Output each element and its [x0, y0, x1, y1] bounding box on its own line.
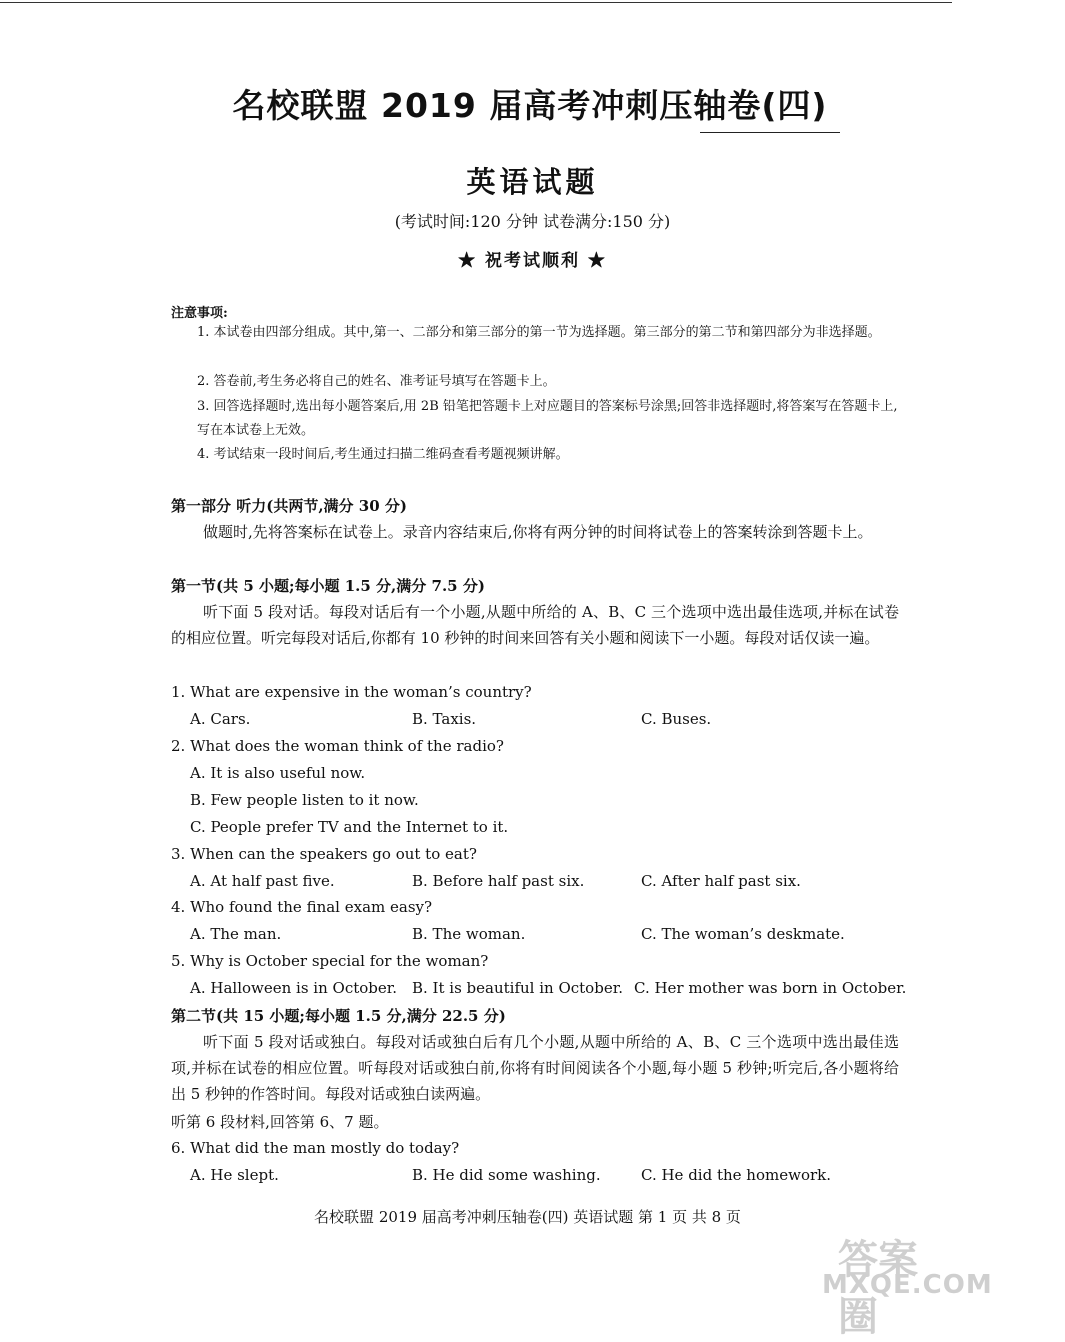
note-item: [171, 395, 899, 443]
note-text: 4. 考试结束一段时间后,考生通过扫描二维码查看考题视频讲解。: [197, 447, 569, 462]
option-b: B. The woman.: [412, 925, 526, 943]
notes-title: 注意事项:: [171, 306, 228, 321]
part1-heading: 第一部分 听力(共两节,满分 30 分): [171, 497, 407, 515]
question-stem: 3. When can the speakers go out to eat?: [171, 845, 477, 863]
good-luck-line: ★ 祝考试顺利 ★: [458, 251, 607, 271]
page-footer: 名校联盟 2019 届高考冲刺压轴卷(四) 英语试题 第 1 页 共 8 页: [314, 1208, 741, 1226]
title-underline: [700, 132, 840, 133]
option-c: C. The woman’s deskmate.: [641, 925, 845, 943]
section2-intro: 听下面 5 段对话或独白。每段对话或独白后有几个小题,从题中所给的 A、B、C 三个选项中选出最佳选项,并标在试卷的相应位置。听每段对话或独白前,你将有时间阅读各个小题,每小题 5 秒钟;听完后,各小题将给出 5 秒钟的作答时间。每段对话或独白读两遍。: [171, 1033, 899, 1103]
note-item: [171, 443, 899, 467]
note-item: [171, 370, 899, 394]
option-a: A. At half past five.: [190, 872, 335, 890]
watermark-logo: 答案圈: [838, 1237, 918, 1340]
option-c: C. After half past six.: [641, 872, 801, 890]
option-b: B. Before half past six.: [412, 872, 585, 890]
note-text: 1. 本试卷由四部分组成。其中,第一、二部分和第三部分的第一节为选择题。第三部分的第二节和第四部分为非选择题。: [197, 325, 881, 340]
exam-title: 名校联盟 2019 届高考冲刺压轴卷(四): [232, 86, 828, 125]
note-text: 3. 回答选择题时,选出每小题答案后,用 2B 铅笔把答题卡上对应题目的答案标号涂黑;回答非选择题时,将答案写在答题卡上,写在本试卷上无效。: [197, 399, 898, 438]
option-a: A. Halloween is in October.: [190, 979, 398, 997]
option-c: C. He did the homework.: [641, 1166, 831, 1184]
option-c: C. People prefer TV and the Internet to it.: [190, 818, 509, 836]
material-note: 听第 6 段材料,回答第 6、7 题。: [171, 1113, 389, 1131]
question-stem: 4. Who found the final exam easy?: [171, 898, 433, 916]
option-b: B. Taxis.: [412, 710, 477, 728]
option-a: A. Cars.: [190, 710, 251, 728]
top-rule: [0, 2, 952, 3]
question-stem: 5. Why is October special for the woman?: [171, 952, 489, 970]
question-stem: 1. What are expensive in the woman’s country?: [171, 683, 532, 701]
note-item: [171, 321, 899, 345]
section1-heading: 第一节(共 5 小题;每小题 1.5 分,满分 7.5 分): [171, 577, 485, 595]
exam-info: (考试时间:120 分钟 试卷满分:150 分): [394, 212, 671, 231]
watermark-url: MXQE.COM: [822, 1270, 993, 1300]
option-a: A. It is also useful now.: [190, 764, 366, 782]
note-text: 2. 答卷前,考生务必将自己的姓名、准考证号填写在答题卡上。: [197, 374, 556, 389]
part1-intro: 做题时,先将答案标在试卷上。录音内容结束后,你将有两分钟的时间将试卷上的答案转涂到答题卡上。: [203, 523, 873, 541]
option-b: B. It is beautiful in October.: [412, 979, 623, 997]
option-a: A. He slept.: [190, 1166, 279, 1184]
option-c: C. Buses.: [641, 710, 712, 728]
option-a: A. The man.: [190, 925, 282, 943]
section2-heading: 第二节(共 15 小题;每小题 1.5 分,满分 22.5 分): [171, 1007, 506, 1025]
option-c: C. Her mother was born in October.: [634, 979, 907, 997]
question-stem: 6. What did the man mostly do today?: [171, 1139, 460, 1157]
section1-intro: 听下面 5 段对话。每段对话后有一个小题,从题中所给的 A、B、C 三个选项中选出最佳选项,并标在试卷的相应位置。听完每段对话后,你都有 10 秒钟的时间来回答有关小题和阅读下一小题。每段对话仅读一遍。: [171, 603, 899, 647]
subject-title: 英语试题: [466, 165, 599, 199]
question-stem: 2. What does the woman think of the radio?: [171, 737, 504, 755]
option-b: B. Few people listen to it now.: [190, 791, 419, 809]
option-b: B. He did some washing.: [412, 1166, 601, 1184]
